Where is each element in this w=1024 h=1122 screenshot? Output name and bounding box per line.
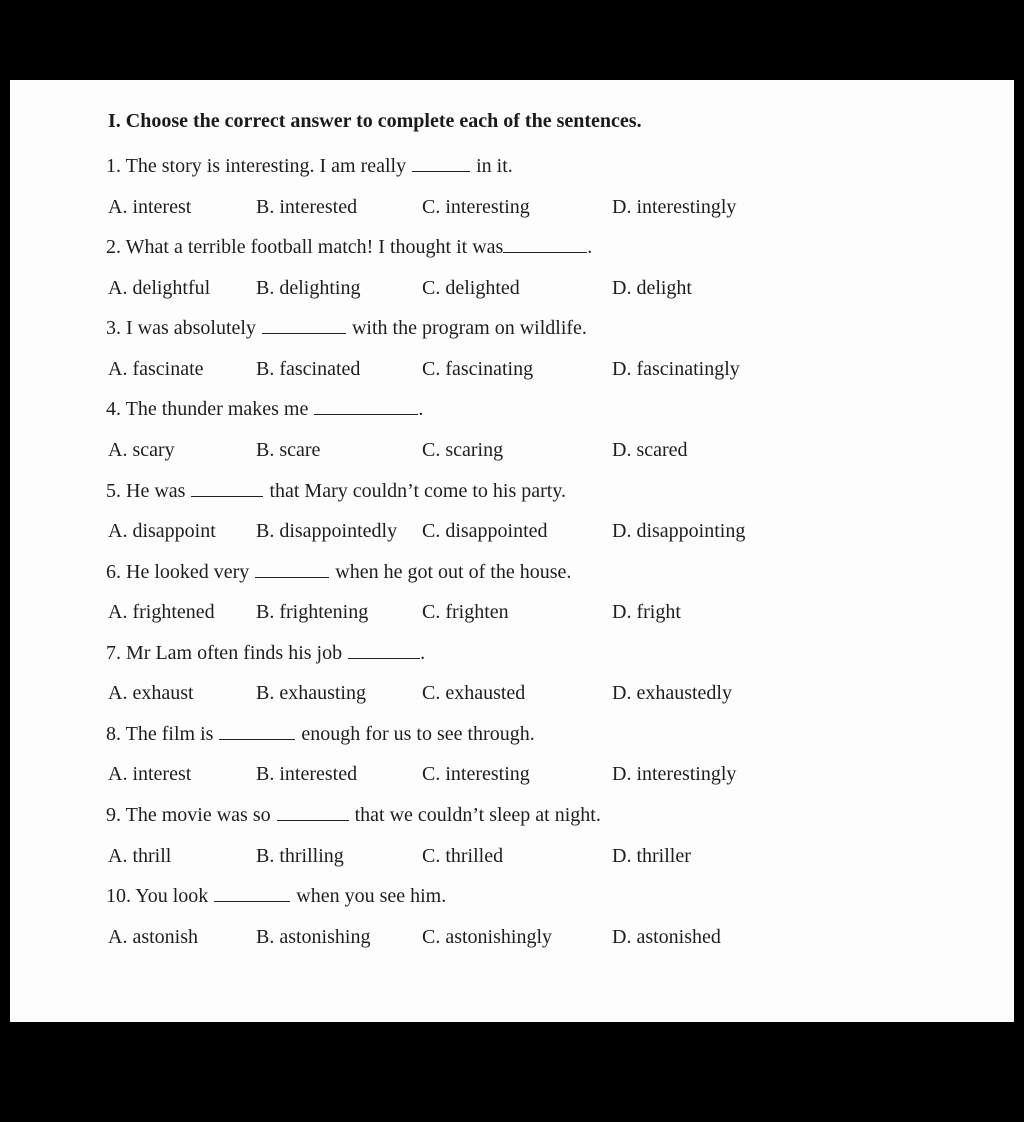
question-text: 6. He looked very bbox=[106, 561, 250, 583]
option-b[interactable]: B. disappointedly bbox=[256, 520, 398, 542]
option-d[interactable]: D. delight bbox=[612, 277, 692, 299]
question-text: 2. What a terrible football match! I thought it was bbox=[106, 236, 504, 258]
question-text-end: . bbox=[420, 642, 426, 664]
option-c[interactable]: C. exhausted bbox=[422, 682, 526, 704]
question-9 bbox=[106, 802, 601, 828]
question-text: 9. The movie was so bbox=[106, 804, 271, 826]
option-d[interactable]: D. interestingly bbox=[612, 763, 737, 785]
answer-blank bbox=[503, 234, 587, 253]
question-text: 3. I was absolutely bbox=[106, 317, 256, 339]
answer-blank bbox=[348, 640, 420, 659]
option-d[interactable]: D. fascinatingly bbox=[612, 358, 740, 380]
question-text-end: when you see him. bbox=[296, 885, 447, 907]
question-text: 7. Mr Lam often finds his job bbox=[106, 642, 343, 664]
question-text-end: with the program on wildlife. bbox=[351, 317, 587, 339]
question-text: 8. The film is bbox=[106, 723, 214, 745]
option-b[interactable]: B. scare bbox=[256, 439, 321, 461]
option-c[interactable]: C. thrilled bbox=[422, 845, 504, 867]
question-text: 4. The thunder makes me bbox=[106, 398, 309, 420]
option-a[interactable]: A. scary bbox=[108, 439, 175, 461]
option-a[interactable]: A. delightful bbox=[108, 277, 211, 299]
question-10 bbox=[106, 883, 446, 909]
option-a[interactable]: A. thrill bbox=[108, 845, 172, 867]
option-d[interactable]: D. fright bbox=[612, 601, 681, 623]
option-c[interactable]: C. frighten bbox=[422, 601, 509, 623]
answer-blank bbox=[255, 559, 329, 578]
question-2 bbox=[106, 234, 592, 260]
option-a[interactable]: A. disappoint bbox=[108, 520, 216, 542]
question-4 bbox=[106, 396, 423, 422]
option-a[interactable]: A. interest bbox=[108, 763, 192, 785]
question-3 bbox=[106, 315, 587, 341]
option-a[interactable]: A. astonish bbox=[108, 926, 198, 948]
question-6 bbox=[106, 559, 571, 585]
answer-blank bbox=[262, 315, 346, 334]
option-b[interactable]: B. frightening bbox=[256, 601, 369, 623]
option-c[interactable]: C. fascinating bbox=[422, 358, 534, 380]
answer-blank bbox=[277, 802, 349, 821]
exercise-title: I. Choose the correct answer to complete each of the sentences. bbox=[108, 110, 642, 132]
answer-blank bbox=[214, 883, 290, 902]
question-text-end: that we couldn’t sleep at night. bbox=[354, 804, 601, 826]
question-text: 5. He was bbox=[106, 480, 186, 502]
answer-blank bbox=[191, 478, 263, 497]
question-text-end: in it. bbox=[476, 155, 513, 177]
option-d[interactable]: D. exhaustedly bbox=[612, 682, 732, 704]
option-a[interactable]: A. exhaust bbox=[108, 682, 194, 704]
option-d[interactable]: D. interestingly bbox=[612, 196, 737, 218]
worksheet-page bbox=[10, 80, 1014, 1022]
option-c[interactable]: C. interesting bbox=[422, 763, 530, 785]
option-c[interactable]: C. interesting bbox=[422, 196, 530, 218]
question-text: 1. The story is interesting. I am really bbox=[106, 155, 407, 177]
question-8 bbox=[106, 721, 535, 747]
option-a[interactable]: A. fascinate bbox=[108, 358, 204, 380]
option-d[interactable]: D. scared bbox=[612, 439, 688, 461]
option-a[interactable]: A. interest bbox=[108, 196, 192, 218]
option-b[interactable]: B. astonishing bbox=[256, 926, 371, 948]
option-b[interactable]: B. interested bbox=[256, 763, 358, 785]
option-b[interactable]: B. interested bbox=[256, 196, 358, 218]
question-7 bbox=[106, 640, 425, 666]
question-text-end: enough for us to see through. bbox=[301, 723, 535, 745]
option-b[interactable]: B. delighting bbox=[256, 277, 361, 299]
option-b[interactable]: B. thrilling bbox=[256, 845, 344, 867]
question-text-end: . bbox=[587, 236, 593, 258]
question-text: 10. You look bbox=[106, 885, 209, 907]
option-c[interactable]: C. scaring bbox=[422, 439, 504, 461]
question-text-end: that Mary couldn’t come to his party. bbox=[269, 480, 567, 502]
question-5 bbox=[106, 478, 566, 504]
option-d[interactable]: D. thriller bbox=[612, 845, 691, 867]
answer-blank bbox=[219, 721, 295, 740]
option-d[interactable]: D. astonished bbox=[612, 926, 721, 948]
option-c[interactable]: C. delighted bbox=[422, 277, 520, 299]
option-b[interactable]: B. exhausting bbox=[256, 682, 366, 704]
answer-blank bbox=[314, 396, 418, 415]
question-text-end: when he got out of the house. bbox=[335, 561, 572, 583]
option-a[interactable]: A. frightened bbox=[108, 601, 215, 623]
question-1 bbox=[106, 153, 513, 179]
option-c[interactable]: C. disappointed bbox=[422, 520, 548, 542]
option-c[interactable]: C. astonishingly bbox=[422, 926, 553, 948]
answer-blank bbox=[412, 153, 470, 172]
option-d[interactable]: D. disappointing bbox=[612, 520, 746, 542]
option-b[interactable]: B. fascinated bbox=[256, 358, 361, 380]
question-text-end: . bbox=[418, 398, 424, 420]
